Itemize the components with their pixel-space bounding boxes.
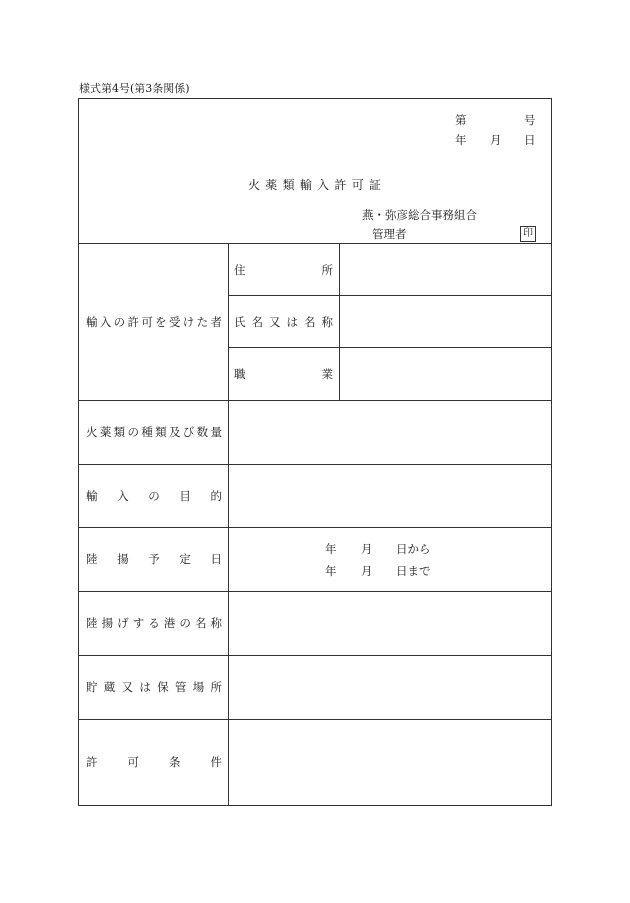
landing-date-label: 陸 揚 予 定 日 — [86, 552, 222, 566]
occupation-label: 職 業 — [234, 367, 333, 381]
divider — [339, 243, 340, 400]
divider — [78, 527, 552, 528]
name-label: 氏 名 又 は 名 称 — [234, 315, 333, 329]
divider — [228, 347, 552, 348]
number-prefix: 第 — [455, 113, 467, 127]
landing-to-day: 日まで — [396, 564, 431, 578]
divider — [78, 400, 552, 401]
port-label: 陸 揚 げ す る 港 の 名 称 — [86, 616, 222, 630]
kind-quantity-label: 火 薬 類 の 種 類 及 び 数 量 — [86, 425, 222, 439]
landing-from-day: 日から — [396, 542, 431, 556]
date-day: 日 — [524, 133, 536, 147]
landing-from-month: 月 — [361, 542, 373, 556]
landing-to-year: 年 — [325, 564, 337, 578]
divider — [78, 655, 552, 656]
purpose-label: 輸 入 の 目 的 — [86, 489, 222, 503]
address-label: 住 所 — [234, 263, 333, 277]
divider — [78, 243, 552, 244]
document-title: 火 薬 類 輸 入 許 可 証 — [248, 178, 381, 192]
landing-from-year: 年 — [325, 542, 337, 556]
divider — [78, 719, 552, 720]
certificate-frame — [78, 98, 552, 806]
number-suffix: 号 — [524, 113, 536, 127]
storage-label: 貯 蔵 又 は 保 管 場 所 — [86, 680, 222, 694]
date-month: 月 — [490, 133, 502, 147]
date-year: 年 — [455, 133, 467, 147]
divider — [78, 591, 552, 592]
conditions-label: 許 可 条 件 — [86, 755, 222, 769]
seal-mark: 印 — [520, 226, 536, 242]
issuer-role: 管理者 — [372, 227, 407, 241]
divider — [228, 295, 552, 296]
landing-to-month: 月 — [361, 564, 373, 578]
issuer-organization: 燕・弥彦総合事務組合 — [362, 208, 477, 222]
importer-label: 輸 入 の 許 可 を 受 け た 者 — [86, 315, 222, 329]
divider — [78, 464, 552, 465]
divider — [228, 243, 229, 806]
form-label: 様式第4号(第3条関係) — [79, 82, 190, 95]
